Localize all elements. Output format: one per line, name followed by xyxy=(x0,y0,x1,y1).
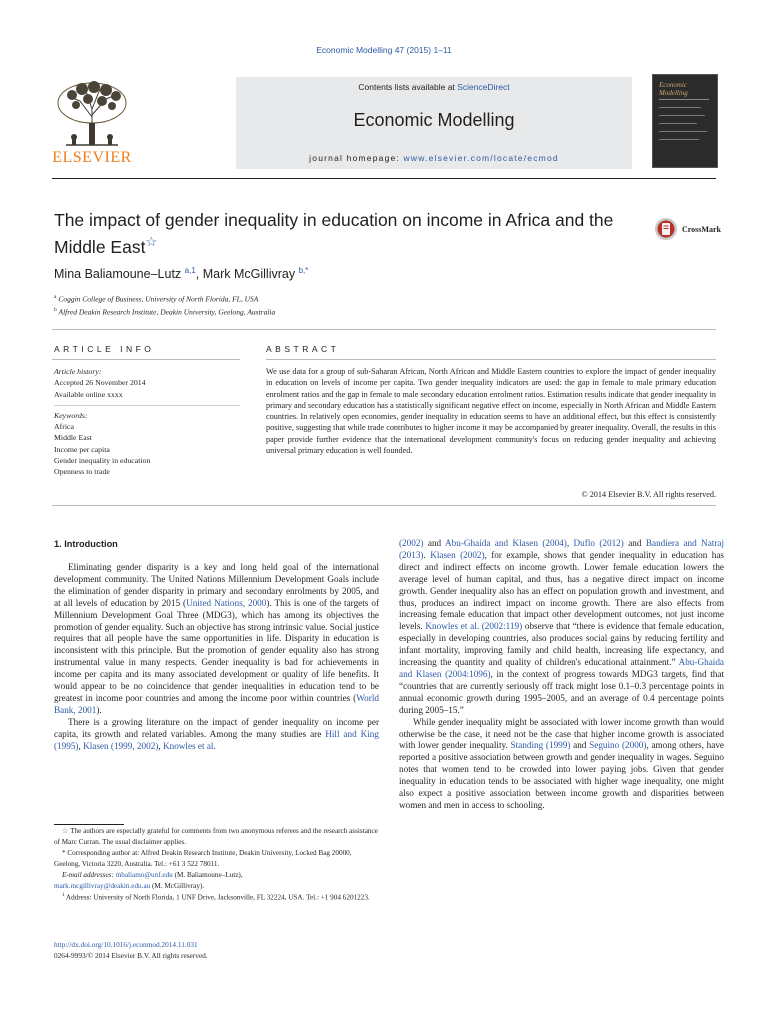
title-footnote-star[interactable]: ☆ xyxy=(145,234,158,249)
citation-link[interactable]: World Bank, 2001 xyxy=(54,692,379,715)
cover-line xyxy=(659,139,699,140)
body-text: There is a growing literature on the impact of gender inequality on income per capita, its growth and related variables. Among the many studies are xyxy=(54,716,379,739)
footnote-mark: * xyxy=(62,848,66,857)
cover-line xyxy=(659,115,705,116)
footnote-mark: ☆ xyxy=(62,827,69,835)
body-text: and xyxy=(570,740,590,751)
citation-link[interactable]: Knowles et al. (2002:119) xyxy=(425,621,523,632)
abstract-divider xyxy=(266,359,716,360)
article-info-heading: ARTICLE INFO xyxy=(54,344,155,354)
doi-link[interactable]: http://dx.doi.org/10.1016/j.econmod.2014.11.031 xyxy=(54,940,198,949)
journal-title: Economic Modelling xyxy=(353,110,515,130)
citation-link[interactable]: Hill and King (1995) xyxy=(54,728,379,751)
affiliation-mark: a xyxy=(54,294,57,300)
crossmark-icon xyxy=(654,217,678,241)
history-label: Article history: xyxy=(54,367,102,376)
cover-line xyxy=(659,123,697,124)
accepted-date: Accepted 26 November 2014 xyxy=(54,378,146,388)
body-paragraph xyxy=(399,538,724,717)
citation-link[interactable]: Standing (1999) xyxy=(510,740,571,751)
body-text: , among others, have reported a positive association between growth and gender inequality in wages. Seguino notes that women tend to be crowded into lower paying jobs. Given that gender inequality in education tends to be associated with higher wage inequality, one might also expect a positive association between income growth and disparities between women and men in access to schooling. xyxy=(399,740,724,810)
email-label: E-mail addresses: xyxy=(62,870,116,879)
keywords-label: Keywords: xyxy=(54,410,88,420)
body-text: . xyxy=(423,549,431,560)
info-separator xyxy=(54,405,240,406)
body-text: ). xyxy=(96,704,102,715)
citation-link[interactable]: Seguino (2000) xyxy=(589,740,647,751)
footnote-emails xyxy=(54,870,379,881)
body-paragraph xyxy=(54,717,379,753)
body-text: , xyxy=(566,538,574,548)
article-title-text: The impact of gender inequality in education on income in Africa and the Middle East xyxy=(54,210,614,257)
affiliation-a xyxy=(54,292,275,305)
author-affil-mark[interactable]: a,1 xyxy=(184,266,196,275)
cover-line xyxy=(659,131,707,132)
footnote-emails-cont xyxy=(54,881,379,892)
keyword-item: Middle East xyxy=(54,433,92,443)
citation-link[interactable]: Bandiera and Natraj (2013) xyxy=(399,538,725,560)
body-text: observe that “there is evidence that female education, especially in developing countries, also produces social gains by reducing fertility and infant mortality, improving family and child health, increasing life expectancy, and increasing the quantity and quality of children's educational attainment.” xyxy=(399,621,724,668)
homepage-prefix: journal homepage: xyxy=(309,153,404,163)
affiliation-divider xyxy=(52,329,716,330)
body-column-left xyxy=(54,562,379,753)
citation-link[interactable]: Duflo (2012) xyxy=(573,538,624,548)
body-text: While gender inequality might be associated with lower income growth than would otherwise be the case, it need not be the case that higher income growth is associated with lower gender inequality. xyxy=(399,716,724,751)
email-owner: (M. McGillivray). xyxy=(150,881,205,890)
footnote-text: Address: University of North Florida, 1 UNF Drive, Jacksonville, FL 32224, USA. Tel.: +1 904 6201223. xyxy=(64,893,370,902)
citation-link[interactable]: Klasen (2002) xyxy=(430,549,485,560)
body-text: , for example, shows that gender inequality in education has direct and indirect effects on income growth. Lower female education lowers the average level of human capital, and thus, has a negative direct impact on income growth. Gender inequality also has an effect on population growth and investment, and thus, produces an indirect impact on income growth. There are also effects from increasing female education that impact other development outcomes, not just income levels. xyxy=(399,549,724,632)
cover-title: Economic Modelling xyxy=(659,81,688,97)
body-text: , xyxy=(158,740,163,751)
footnote-corresponding xyxy=(54,848,379,870)
doi-block xyxy=(54,940,208,961)
contents-line xyxy=(236,82,632,92)
author-name: Mark McGillivray xyxy=(202,267,296,282)
contents-prefix: Contents lists available at xyxy=(358,82,458,92)
citation-link[interactable]: United Nations, 2000 xyxy=(186,597,267,608)
article-info-divider xyxy=(52,359,240,360)
citation-link[interactable]: Klasen (1999, 2002) xyxy=(83,740,159,751)
crossmark-label: CrossMark xyxy=(682,225,721,234)
body-text: , in the context of progress towards MDG3 targets, find that “countries that are currently seriously off track might lose 0.1–0.3 percentage points in annual economic growth during 1995–2005, and an average of 0.4 percentage points during 2005–15.” xyxy=(399,668,724,715)
journal-cover-thumbnail[interactable] xyxy=(652,74,718,168)
abstract-text: We use data for a group of sub-Saharan African, North African and Middle Eastern countries to explore the impact of gender inequality in education on levels of income per capita. Two gender inequality indicators are used: the gap in female to male primary education enrolment ratios and the gap in female to male secondary education enrolment ratios. Estimation results indicate that gender inequality in primary and secondary education has a statistically significant negative effect on income, especially in North African and Middle Eastern countries. In relatively open economies, gender inequality in education seems to have an additional effect, but this effect is consistently positive, suggesting that while trade contributes to higher income it may be accompanied by greater inequality. Overall, the results in this paper provide further evidence that the international development community's focus on reducing gender inequality and achieving universal primary education is well founded. xyxy=(266,367,716,456)
body-text: and xyxy=(623,538,646,548)
author-list xyxy=(54,266,308,281)
footnote-divider xyxy=(54,824,124,825)
abstract-copyright: © 2014 Elsevier B.V. All rights reserved. xyxy=(581,490,716,499)
author-name: Mina Baliamoune–Lutz xyxy=(54,267,182,282)
affiliation-text: Alfred Deakin Research Institute, Deakin University, Geelong, Australia xyxy=(58,307,276,316)
email-link[interactable]: mbaliamo@unf.edu xyxy=(115,870,173,879)
homepage-line xyxy=(236,153,632,163)
homepage-link[interactable]: www.elsevier.com/locate/ecmod xyxy=(403,153,559,163)
body-paragraph xyxy=(54,562,379,717)
elsevier-tree-icon xyxy=(52,79,132,149)
body-text: ). This is one of the targets of Millennium Development Goal Three (MDG3), which has among its objectives the promotion of gender equality. Such an objective has strong intrinsic value. Social justice requires that all people have the same opportunities in life. Disparity in education is inconsistent with this principle. But the promotion of gender equality also has strong instrumental value in many respects. Gender inequality is bad for achievements in income per capita and its many associated development or quality of life benefits. It would appear to be no coincidence that gender inequalities in education tend to be greatest in income poor countries and among the income poor within countries ( xyxy=(54,597,380,703)
footnotes xyxy=(54,826,379,904)
body-text: Eliminating gender disparity is a key and long held goal of the international development community. The United Nations Millennium Development Goals include the elimination of gender disparity in primary and secondary enrolments by 2005, and at all levels of education by 2015 ( xyxy=(54,562,379,608)
citation-link[interactable]: (2002) xyxy=(399,538,424,548)
email-owner: (M. Baliamoune–Lutz), xyxy=(172,870,243,879)
affiliation-text: Coggin College of Business, University of North Florida, FL, USA xyxy=(58,294,259,304)
issn-line: 0264-9993/© 2014 Elsevier B.V. All rights reserved. xyxy=(54,950,208,960)
citation-link[interactable]: Knowles et al. xyxy=(162,740,216,751)
elsevier-logo xyxy=(52,79,132,167)
elsevier-wordmark: ELSEVIER xyxy=(52,149,132,166)
body-paragraph xyxy=(399,717,724,812)
footnote-text: The authors are especially grateful for comments from two anonymous referees and the research assistance of Marc Curran. The usual disclaimer applies. xyxy=(54,827,378,846)
abstract-bottom-divider xyxy=(52,505,716,506)
keyword-item: Gender inequality in education xyxy=(54,456,151,466)
abstract-heading: ABSTRACT xyxy=(266,344,340,354)
cover-line xyxy=(659,107,701,108)
keyword-item: Income per capita xyxy=(54,444,110,454)
header-divider xyxy=(52,178,716,179)
body-column-right xyxy=(399,538,724,812)
footnote-acknowledgement xyxy=(54,826,379,848)
affiliation-b xyxy=(54,305,275,318)
keyword-item: Openness to trade xyxy=(54,467,110,477)
citation-link[interactable]: Abu-Ghaida and Klasen (2004:1096) xyxy=(399,657,724,679)
author-affil-mark[interactable]: b,* xyxy=(298,266,309,275)
footnote-text: Corresponding author at: Alfred Deakin Research Institute, Deakin University, Locked Bag 20000, Geelong, Victoria 3220, Australia. Tel.: +61 3 522 78011. xyxy=(54,848,352,868)
keyword-item: Africa xyxy=(54,422,74,432)
email-link[interactable]: mark.mcgillivray@deakin.edu.au xyxy=(54,881,151,890)
sciencedirect-link[interactable]: ScienceDirect xyxy=(457,82,510,92)
author-separator: , xyxy=(195,267,203,282)
affiliation-mark: b xyxy=(54,306,57,313)
body-text: , xyxy=(78,740,84,751)
section-heading-introduction: 1. Introduction xyxy=(54,539,118,549)
footnote-mark: 1 xyxy=(62,893,65,899)
cover-line xyxy=(659,99,709,100)
footnote-address xyxy=(54,891,379,903)
article-title xyxy=(54,210,644,258)
journal-reference[interactable]: Economic Modelling 47 (2015) 1–11 xyxy=(316,45,452,55)
citation-link[interactable]: Abu-Ghaida and Klasen (2004) xyxy=(445,538,567,548)
crossmark-badge[interactable] xyxy=(654,217,734,245)
article-info-panel xyxy=(54,366,240,478)
affiliations xyxy=(54,292,275,317)
online-date: Available online xxxx xyxy=(54,389,123,399)
body-text: and xyxy=(423,538,446,548)
